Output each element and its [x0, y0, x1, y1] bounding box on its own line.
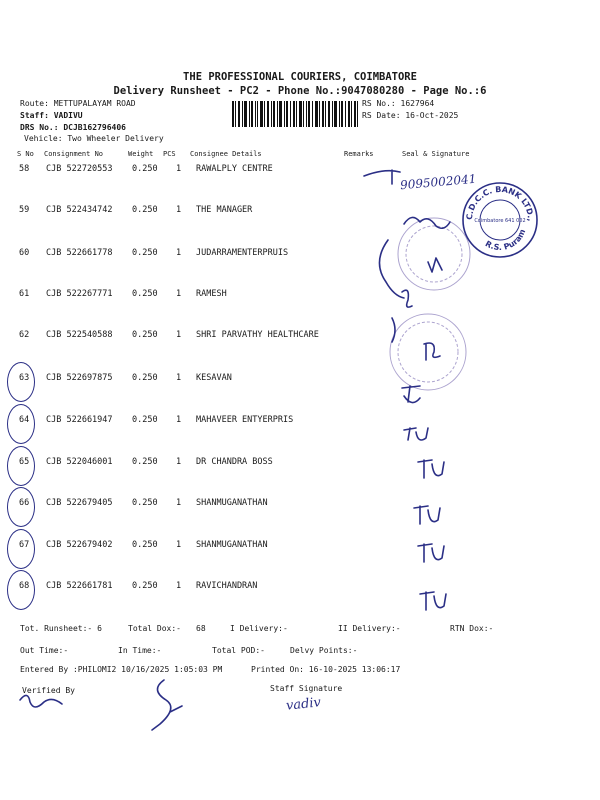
row-pcs: 1	[176, 415, 182, 425]
col-weight: Weight	[128, 150, 154, 158]
table-row	[0, 457, 600, 477]
row-consignment: CJB 522697875	[46, 373, 113, 383]
row-consignment: CJB 522661947	[46, 415, 113, 425]
company-title: THE PROFESSIONAL COURIERS, COIMBATORE	[183, 71, 417, 83]
row-consignee: SHANMUGANATHAN	[196, 540, 268, 550]
col-consignee: Consignee Details	[190, 150, 262, 158]
row-pcs: 1	[176, 330, 182, 340]
i-delivery-label: I Delivery:-	[230, 624, 288, 633]
in-time-label: In Time:-	[118, 646, 162, 655]
row-weight: 0.250	[132, 457, 158, 467]
ink-circle-mark	[7, 529, 35, 569]
row-consignee: DR CHANDRA BOSS	[196, 457, 273, 467]
row-pcs: 1	[176, 540, 182, 550]
staff-label: Staff: VADIVU	[20, 111, 83, 120]
row-weight: 0.250	[132, 164, 158, 174]
route-label: Route: METTUPALAYAM ROAD	[20, 99, 136, 108]
table-row	[0, 415, 600, 435]
row-sno: 62	[19, 330, 30, 340]
seal-branch-text: R.S. Puram	[483, 227, 528, 253]
row-consignee: THE MANAGER	[196, 205, 253, 215]
ink-circle-mark	[7, 362, 35, 402]
col-seal-signature: Seal & Signature	[402, 150, 470, 158]
out-time-label: Out Time:-	[20, 646, 69, 655]
table-row	[0, 289, 600, 309]
total-dox-value: 68	[196, 624, 206, 633]
col-sno: S No	[17, 150, 34, 158]
delvy-points-label: Delvy Points:-	[290, 646, 358, 655]
rs-date-label: RS Date: 16-Oct-2025	[362, 111, 459, 120]
row-pcs: 1	[176, 581, 182, 591]
row-sno: 63	[19, 373, 30, 383]
row-consignee: RAVICHANDRAN	[196, 581, 258, 591]
tot-runsheet: Tot. Runsheet:- 6	[20, 624, 102, 633]
row-consignment: CJB 522267771	[46, 289, 113, 299]
col-pcs: PCS	[163, 150, 176, 158]
col-consignment: Consignment No	[44, 150, 104, 158]
vehicle-label: Vehicle: Two Wheeler Delivery	[24, 134, 164, 143]
svg-text:R.S. Puram	[484, 228, 528, 252]
total-dox-label: Total Dox:-	[128, 624, 181, 633]
row-weight: 0.250	[132, 415, 158, 425]
row-pcs: 1	[176, 498, 182, 508]
bank-seal-graphic	[460, 180, 540, 260]
row-consignment: CJB 522661781	[46, 581, 113, 591]
ii-delivery-label: II Delivery:-	[338, 624, 401, 633]
entered-by: Entered By :PHILOMI2 10/16/2025 1:05:03 PM	[20, 665, 223, 674]
printed-on: Printed On: 16-10-2025 13:06:17	[251, 665, 401, 674]
rs-no-label: RS No.: 1627964	[362, 99, 435, 108]
row-consignee: MAHAVEER ENTYERPRIS	[196, 415, 294, 425]
row-consignee: SHRI PARVATHY HEALTHCARE	[196, 330, 319, 340]
table-row	[0, 540, 600, 560]
seal-inner-text: Coimbatore 641 002	[474, 218, 526, 224]
table-row	[0, 498, 600, 518]
ink-circle-mark	[7, 404, 35, 444]
row-sno: 67	[19, 540, 30, 550]
table-row	[0, 581, 600, 601]
row-sno: 64	[19, 415, 30, 425]
row-weight: 0.250	[132, 498, 158, 508]
runsheet-title: Delivery Runsheet - PC2 - Phone No.:9047080280 - Page No.:6	[113, 85, 487, 97]
barcode-graphic	[232, 101, 358, 127]
signature-verified-by	[20, 695, 62, 707]
rtn-dox-label: RTN Dox:-	[450, 624, 494, 633]
row-sno: 65	[19, 457, 30, 467]
row-consignment: CJB 522540588	[46, 330, 113, 340]
row-consignee: SHANMUGANATHAN	[196, 498, 268, 508]
row-pcs: 1	[176, 289, 182, 299]
signature-second	[152, 680, 182, 730]
row-weight: 0.250	[132, 581, 158, 591]
svg-text:C.D.C.C. BANK LTD.,	[465, 185, 535, 222]
row-consignee: RAWALPLY CENTRE	[196, 164, 273, 174]
row-pcs: 1	[176, 248, 182, 258]
row-consignment: CJB 522661778	[46, 248, 113, 258]
staff-signature-label: Staff Signature	[270, 684, 343, 693]
row-sno: 58	[19, 164, 30, 174]
row-consignee: KESAVAN	[196, 373, 232, 383]
row-sno: 60	[19, 248, 30, 258]
row-consignment: CJB 522434742	[46, 205, 113, 215]
row-weight: 0.250	[132, 330, 158, 340]
bank-seal-stamp	[460, 180, 540, 260]
row-pcs: 1	[176, 205, 182, 215]
row-sno: 66	[19, 498, 30, 508]
ink-circle-mark	[7, 487, 35, 527]
verified-by-label: Verified By	[22, 686, 75, 695]
row-weight: 0.250	[132, 205, 158, 215]
table-row	[0, 373, 600, 393]
row-pcs: 1	[176, 457, 182, 467]
table-row	[0, 330, 600, 350]
row-pcs: 1	[176, 373, 182, 383]
row-sno: 61	[19, 289, 30, 299]
row-pcs: 1	[176, 164, 182, 174]
ink-circle-mark	[7, 570, 35, 610]
row-consignee: JUDARRAMENTERPRUIS	[196, 248, 289, 258]
row-consignee: RAMESH	[196, 289, 227, 299]
row-sno: 59	[19, 205, 30, 215]
row-sno: 68	[19, 581, 30, 591]
row-consignment: CJB 522046001	[46, 457, 113, 467]
total-pod-label: Total POD:-	[212, 646, 265, 655]
ink-circle-mark	[7, 446, 35, 486]
row-weight: 0.250	[132, 540, 158, 550]
handwritten-staff-signature: vadiv	[285, 695, 322, 714]
seal-bank-text: C.D.C.C. BANK LTD.,	[464, 184, 536, 222]
barcode	[232, 101, 358, 127]
handwritten-phone-note: 9095002041	[399, 171, 477, 193]
drs-label: DRS No.: DCJB162796406	[20, 123, 126, 132]
row-consignment: CJB 522679402	[46, 540, 113, 550]
row-consignment: CJB 522679405	[46, 498, 113, 508]
row-consignment: CJB 522720553	[46, 164, 113, 174]
row-weight: 0.250	[132, 373, 158, 383]
row-weight: 0.250	[132, 289, 158, 299]
row-weight: 0.250	[132, 248, 158, 258]
col-remarks: Remarks	[344, 150, 374, 158]
